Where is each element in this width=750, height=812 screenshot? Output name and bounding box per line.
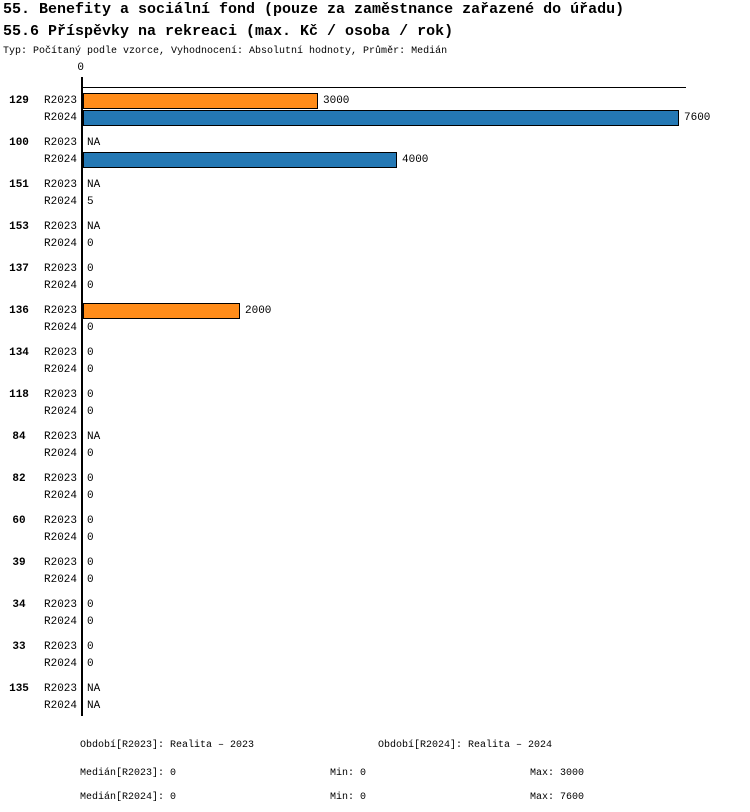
- chart-title-line2: 55.6 Příspěvky na rekreaci (max. Kč / osoba / rok): [3, 23, 454, 40]
- series-label: R2024: [44, 280, 78, 292]
- series-label: R2024: [44, 658, 78, 670]
- bar-group: [0, 177, 750, 219]
- series-label: R2024: [44, 700, 78, 712]
- bar-value-label: 0: [87, 280, 94, 292]
- bar: [83, 93, 318, 109]
- footer-period-r2024: Období[R2024]: Realita – 2024: [378, 740, 553, 751]
- series-label: R2024: [44, 616, 78, 628]
- bar-value-label: NA: [87, 431, 101, 443]
- bar-value-label: 5: [87, 196, 94, 208]
- bar-value-label: 3000: [323, 95, 350, 107]
- footer-max-r2023: Max: 3000: [530, 768, 585, 779]
- category-label: 60: [12, 515, 26, 527]
- bar-value-label: 0: [87, 347, 94, 359]
- series-label: R2024: [44, 490, 78, 502]
- footer-median-r2023: Medián[R2023]: 0: [80, 768, 177, 779]
- bar-group: [0, 597, 750, 639]
- category-label: 34: [12, 599, 26, 611]
- category-label: 129: [9, 95, 29, 107]
- bar-group: [0, 261, 750, 303]
- chart-meta-line: Typ: Počítaný podle vzorce, Vyhodnocení: Absolutní hodnoty, Průměr: Medián: [3, 46, 448, 57]
- bar-value-label: NA: [87, 700, 101, 712]
- bar-group: [0, 681, 750, 723]
- series-label: R2024: [44, 448, 78, 460]
- bar-group: [0, 345, 750, 387]
- category-label: 84: [12, 431, 26, 443]
- bar-value-label: 0: [87, 473, 94, 485]
- category-label: 151: [9, 179, 29, 191]
- bar-value-label: 0: [87, 658, 94, 670]
- category-label: 135: [9, 683, 29, 695]
- bar-value-label: 0: [87, 557, 94, 569]
- bar-group: [0, 93, 750, 135]
- chart-title-line1: 55. Benefity a sociální fond (pouze za zaměstnance zařazené do úřadu): [3, 1, 625, 18]
- bar-group: [0, 219, 750, 261]
- bar-value-label: 0: [87, 532, 94, 544]
- series-label: R2024: [44, 364, 78, 376]
- footer-median-r2024: Medián[R2024]: 0: [80, 792, 177, 803]
- bar-value-label: 7600: [684, 112, 711, 124]
- series-label: R2023: [44, 599, 78, 611]
- bar-group: [0, 513, 750, 555]
- category-label: 137: [9, 263, 29, 275]
- footer-min-r2023: Min: 0: [330, 768, 367, 779]
- series-label: R2024: [44, 532, 78, 544]
- bar-value-label: 0: [87, 574, 94, 586]
- category-label: 82: [12, 473, 26, 485]
- x-axis-tick-label-zero: 0: [77, 62, 84, 74]
- category-label: 118: [9, 389, 29, 401]
- series-label: R2023: [44, 389, 78, 401]
- bar-value-label: NA: [87, 179, 101, 191]
- footer-min-r2024: Min: 0: [330, 792, 367, 803]
- bar-value-label: 0: [87, 389, 94, 401]
- category-label: 153: [9, 221, 29, 233]
- series-label: R2024: [44, 574, 78, 586]
- series-label: R2023: [44, 515, 78, 527]
- bar-value-label: 2000: [245, 305, 272, 317]
- bar-value-label: 4000: [402, 154, 429, 166]
- bar-value-label: 0: [87, 364, 94, 376]
- footer-period-r2023: Období[R2023]: Realita – 2023: [80, 740, 255, 751]
- series-label: R2024: [44, 154, 78, 166]
- bar-value-label: 0: [87, 599, 94, 611]
- bar-value-label: 0: [87, 238, 94, 250]
- category-label: 39: [12, 557, 26, 569]
- series-label: R2023: [44, 263, 78, 275]
- bar: [83, 303, 240, 319]
- x-axis-line: [81, 87, 686, 88]
- bar-group: [0, 429, 750, 471]
- chart-plot-area: [0, 93, 750, 725]
- series-label: R2023: [44, 557, 78, 569]
- series-label: R2024: [44, 322, 78, 334]
- category-label: 33: [12, 641, 26, 653]
- category-label: 136: [9, 305, 29, 317]
- bar-group: [0, 387, 750, 429]
- bar-value-label: NA: [87, 683, 101, 695]
- series-label: R2024: [44, 238, 78, 250]
- series-label: R2023: [44, 473, 78, 485]
- series-label: R2023: [44, 641, 78, 653]
- series-label: R2024: [44, 196, 78, 208]
- series-label: R2023: [44, 305, 78, 317]
- bar-value-label: 0: [87, 263, 94, 275]
- bar-value-label: 0: [87, 448, 94, 460]
- bar: [83, 110, 679, 126]
- category-label: 134: [9, 347, 29, 359]
- series-label: R2023: [44, 431, 78, 443]
- series-label: R2023: [44, 137, 78, 149]
- bar-group: [0, 471, 750, 513]
- series-label: R2023: [44, 179, 78, 191]
- category-label: 100: [9, 137, 29, 149]
- series-label: R2023: [44, 347, 78, 359]
- bar-group: [0, 555, 750, 597]
- bar-value-label: 0: [87, 641, 94, 653]
- series-label: R2023: [44, 95, 78, 107]
- bar-value-label: 0: [87, 515, 94, 527]
- series-label: R2023: [44, 221, 78, 233]
- bar-value-label: NA: [87, 221, 101, 233]
- series-label: R2024: [44, 406, 78, 418]
- bar-value-label: 0: [87, 490, 94, 502]
- footer-max-r2024: Max: 7600: [530, 792, 585, 803]
- bar-value-label: NA: [87, 137, 101, 149]
- series-label: R2023: [44, 683, 78, 695]
- bar-value-label: 0: [87, 616, 94, 628]
- bar: [83, 152, 397, 168]
- bar-value-label: 0: [87, 406, 94, 418]
- bar-value-label: 0: [87, 322, 94, 334]
- series-label: R2024: [44, 112, 78, 124]
- bar-group: [0, 303, 750, 345]
- bar-group: [0, 135, 750, 177]
- bar-group: [0, 639, 750, 681]
